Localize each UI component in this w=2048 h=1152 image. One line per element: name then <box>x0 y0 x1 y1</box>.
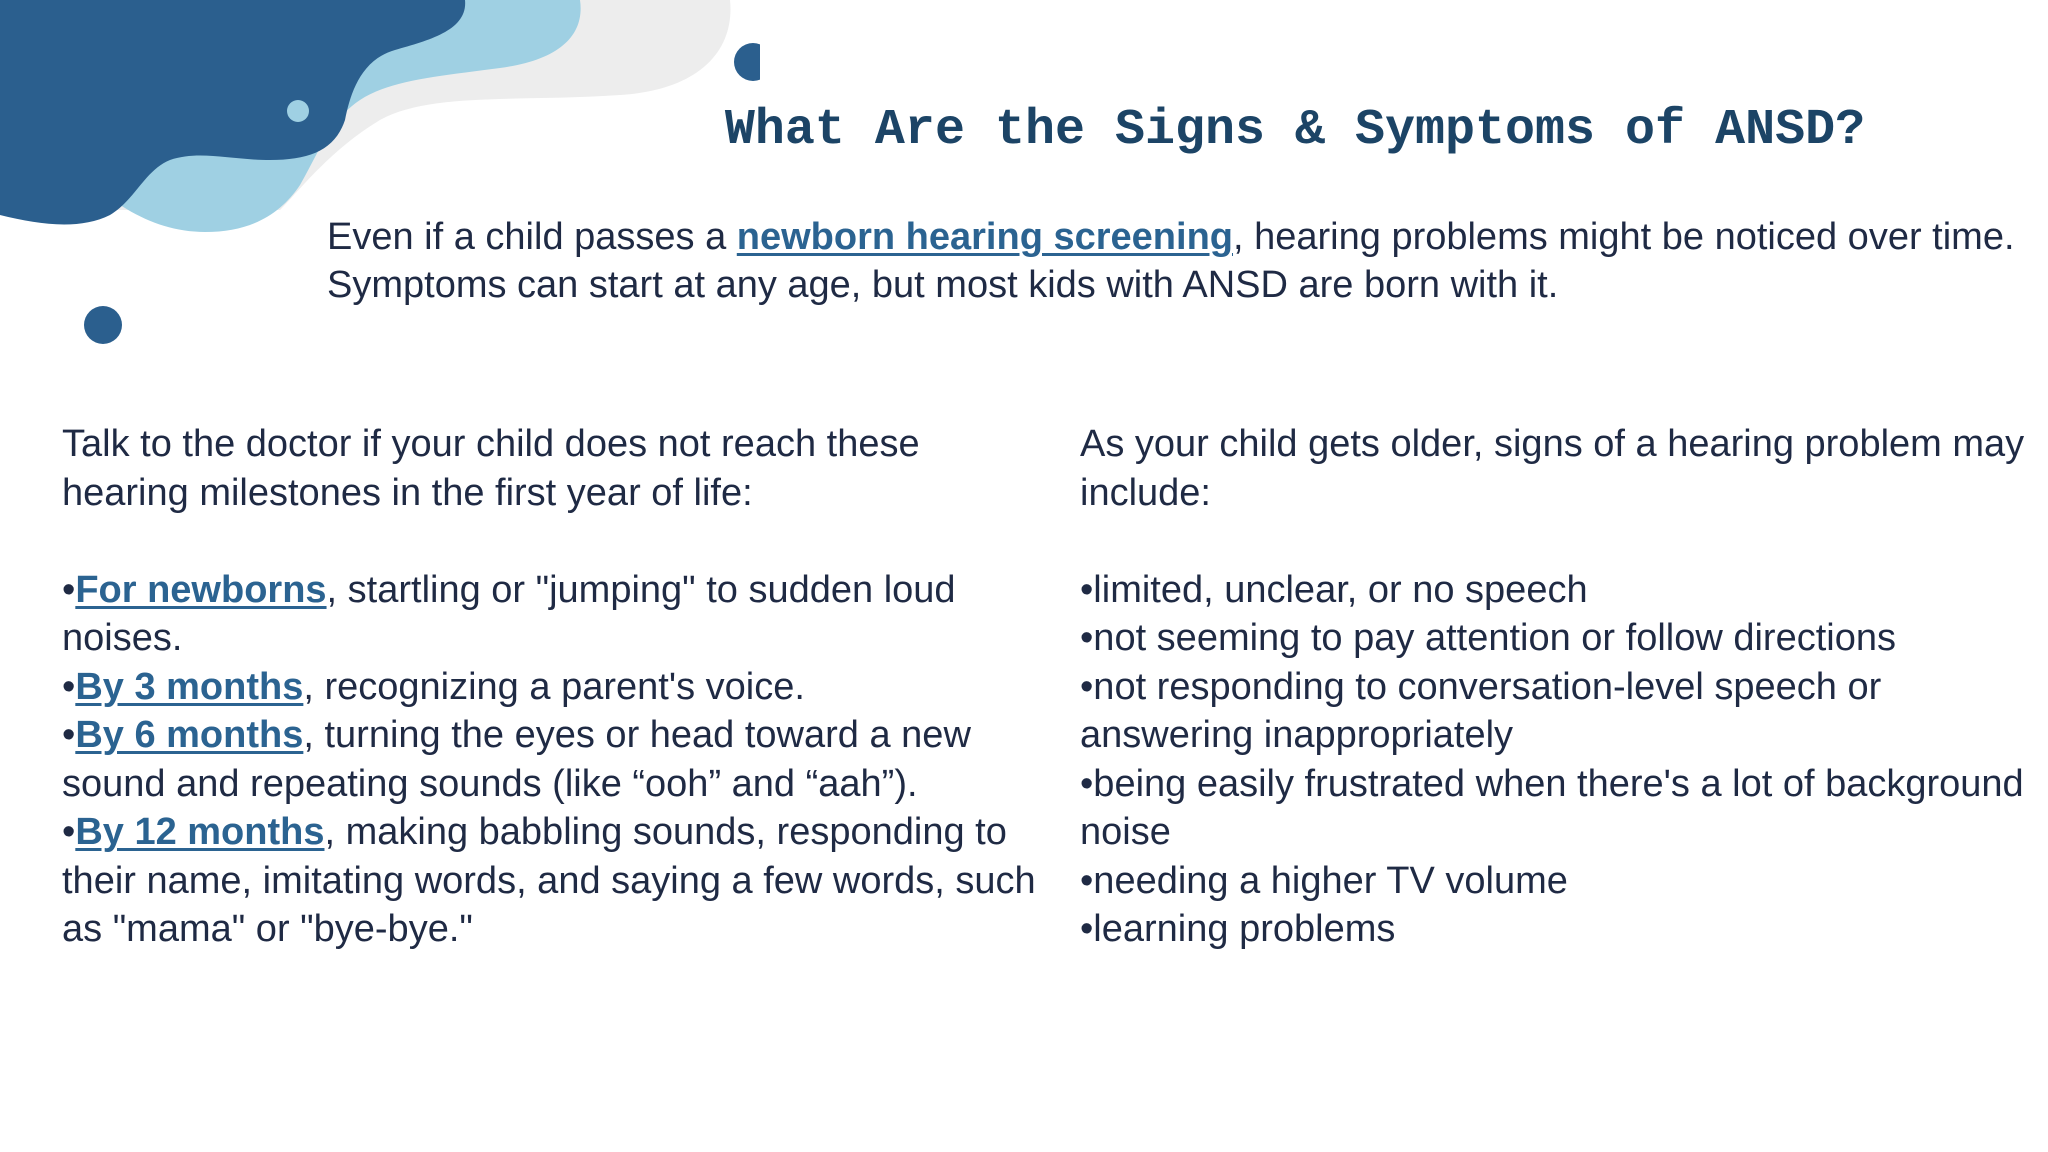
intro-paragraph <box>327 213 2027 309</box>
sign-item: •being easily frustrated when there's a lot of background noise <box>1080 762 2024 853</box>
bullet: • <box>62 811 76 853</box>
sign-item: •learning problems <box>1080 908 1396 950</box>
bullet: • <box>62 568 76 611</box>
top-dot <box>734 43 760 81</box>
milestone-text: , startling or "jumping" to sudden loud noises. <box>62 568 956 659</box>
milestone-12-months <box>62 808 1052 954</box>
milestones-lead: Talk to the doctor if your child does not reach these hearing milestones in the first year of life: <box>62 423 920 514</box>
milestone-6-months <box>62 711 1052 808</box>
milestones-column <box>62 420 1052 954</box>
older-signs-lead: As your child gets older, signs of a hearing problem may include: <box>1080 423 2025 514</box>
by-12-months-link[interactable]: By 12 months <box>75 811 325 853</box>
sign-item: •needing a higher TV volume <box>1080 859 1568 902</box>
milestones-list <box>62 566 1052 954</box>
milestone-text: , making babbling sounds, responding to their name, imitating words, and saying a few words, such as "mama" or "bye-bye." <box>62 811 1036 950</box>
intro-text-end: , hearing problems might be noticed over time. Symptoms can start at any age, but most kids with ANSD are born with it. <box>327 216 2015 306</box>
milestone-3-months <box>62 663 1052 712</box>
page-title: What Are the Signs & Symptoms of ANSD? <box>724 102 1866 159</box>
milestone-newborns <box>62 566 1052 663</box>
milestone-text: , recognizing a parent's voice. <box>303 665 805 708</box>
intro-text-start: Even if a child passes a <box>327 216 737 258</box>
bullet: • <box>62 714 76 756</box>
left-dot <box>84 306 122 344</box>
for-newborns-link[interactable]: For newborns <box>75 568 327 611</box>
by-6-months-link[interactable]: By 6 months <box>75 714 304 756</box>
sign-item: •limited, unclear, or no speech <box>1080 568 1588 611</box>
milestone-text: , turning the eyes or head toward a new sound and repeating sounds (like “ooh” and “aah”). <box>62 714 971 805</box>
by-3-months-link[interactable]: By 3 months <box>75 665 304 708</box>
bullet: • <box>62 665 76 708</box>
sign-item: •not responding to conversation-level speech or answering inappropriately <box>1080 665 1882 756</box>
older-signs-column <box>1080 420 2040 954</box>
sign-item: •not seeming to pay attention or follow directions <box>1080 617 1896 659</box>
older-signs-list <box>1080 566 2040 954</box>
newborn-hearing-screening-link[interactable]: newborn hearing screening <box>736 216 1233 258</box>
small-light-dot <box>287 100 309 122</box>
